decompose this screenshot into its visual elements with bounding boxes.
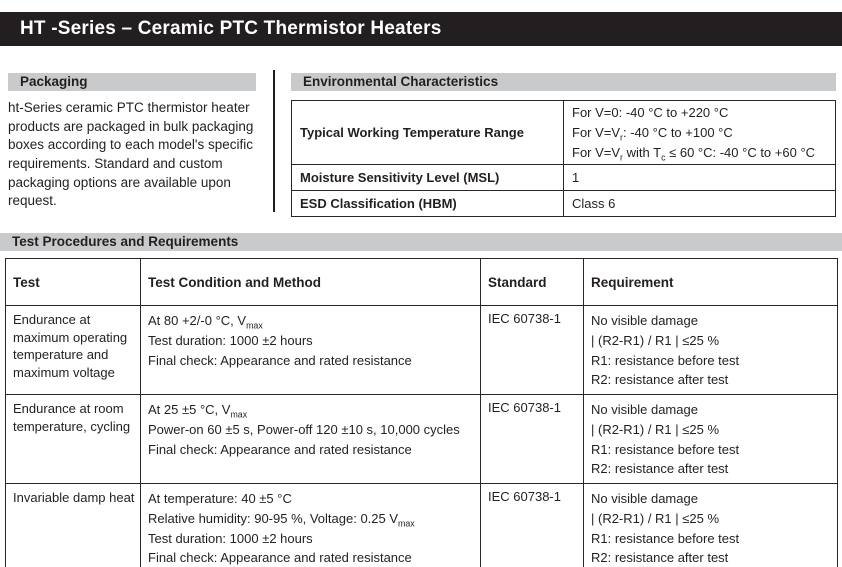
test-name-cell: Endurance at maximum operating temperature and maximum voltage xyxy=(6,306,141,395)
test-requirement-cell: No visible damage | (R2-R1) / R1 | ≤25 % R1: resistance before test R2: resistance after test xyxy=(584,484,838,567)
column-header-condition: Test Condition and Method xyxy=(141,259,481,306)
tests-table xyxy=(5,258,838,567)
test-row-damp-heat xyxy=(6,484,838,567)
test-standard-cell: IEC 60738-1 xyxy=(481,484,584,567)
env-row-label: Moisture Sensitivity Level (MSL) xyxy=(292,165,564,191)
env-row-label: Typical Working Temperature Range xyxy=(292,101,564,165)
tests-header-row xyxy=(6,259,838,306)
env-row-label: ESD Classification (HBM) xyxy=(292,191,564,217)
env-row-esd xyxy=(292,191,836,217)
environmental-table xyxy=(291,100,836,217)
test-name-cell: Endurance at room temperature, cycling xyxy=(6,395,141,484)
test-standard-cell: IEC 60738-1 xyxy=(481,395,584,484)
test-requirement-cell: No visible damage | (R2-R1) / R1 | ≤25 % R1: resistance before test R2: resistance after test xyxy=(584,395,838,484)
test-condition-cell: At 80 +2/-0 °C, $V_{max}$ Test duration: 1000 ±2 hours Final check: Appearance and rated resistance xyxy=(141,306,481,395)
column-header-standard: Standard xyxy=(481,259,584,306)
column-header-requirement: Requirement xyxy=(584,259,838,306)
column-header-test: Test xyxy=(6,259,141,306)
packaging-section xyxy=(8,73,256,211)
env-row-temperature-range xyxy=(292,101,836,165)
packaging-body-text: ht-Series ceramic PTC thermistor heater products are packaged in bulk packaging boxes according to each model's specific requirements. Standard and custom packaging options are available upon request. xyxy=(8,100,254,209)
test-condition-cell: At 25 ±5 °C, $V_{max}$ Power-on 60 ±5 s, Power-off 120 ±10 s, 10,000 cycles Final check: Appearance and rated resistance xyxy=(141,395,481,484)
column-divider xyxy=(273,70,275,212)
page-title: HT -Series – Ceramic PTC Thermistor Heaters xyxy=(20,18,442,39)
packaging-heading: Packaging xyxy=(8,73,256,91)
test-row-endurance-cycling xyxy=(6,395,838,484)
page-title-bar xyxy=(0,12,842,46)
env-row-value: Class 6 xyxy=(564,191,836,217)
env-row-value: For V=0: -40 °C to +220 °C For $V=V_r$: -40 °C to +100 °C For $V=V_r$ with $T_c \le 60$ °C: -40 °C to +60 °C xyxy=(564,101,836,165)
env-row-msl xyxy=(292,165,836,191)
test-name-cell: Invariable damp heat xyxy=(6,484,141,567)
env-row-value: 1 xyxy=(564,165,836,191)
test-requirement-cell: No visible damage | (R2-R1) / R1 | ≤25 % R1: resistance before test R2: resistance after test xyxy=(584,306,838,395)
test-row-endurance-max xyxy=(6,306,838,395)
test-condition-cell: At temperature: 40 ±5 °C Relative humidity: 90-95 %, Voltage: 0.25 $V_{max}$ Test duration: 1000 ±2 hours Final check: Appearance and rated resistance xyxy=(141,484,481,567)
test-standard-cell: IEC 60738-1 xyxy=(481,306,584,395)
environmental-section xyxy=(291,73,836,217)
environmental-heading: Environmental Characteristics xyxy=(291,73,836,91)
tests-heading: Test Procedures and Requirements xyxy=(0,233,842,251)
